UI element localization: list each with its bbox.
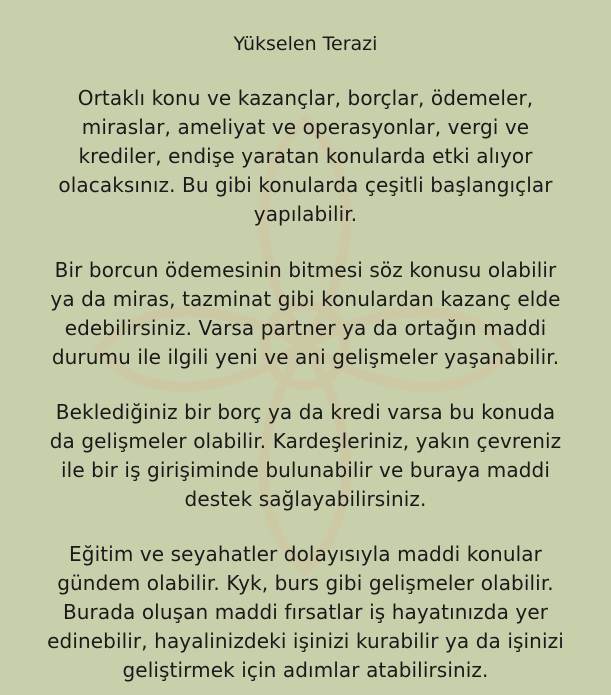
paragraph-line: krediler, endişe yaratan konularda etki alıyor [78,144,533,168]
paragraph-line: gündem olabilir. Kyk, burs gibi gelişmeler olabilir. [57,571,554,595]
paragraph-line: da gelişmeler olabilir. Kardeşleriniz, yakın çevreniz [49,429,562,453]
paragraph-line: miraslar, ameliyat ve operasyonlar, vergi ve [81,115,530,139]
paragraph-line: ya da miras, tazminat gibi konulardan kazanç elde [50,287,561,311]
paragraph-line: Ortaklı konu ve kazançlar, borçlar, ödemeler, [77,86,534,110]
paragraph-3 [20,398,591,514]
paragraph-line: geliştirmek için adımlar atabilirsiniz. [122,658,489,682]
paragraph-2 [20,256,591,372]
paragraph-line: yapılabilir. [253,202,358,226]
paragraph-1 [20,84,591,229]
paragraph-line: edinebilir, hayalinizdeki işinizi kurabilir ya da işinizi [47,629,564,653]
paragraph-line: Beklediğiniz bir borç ya da kredi varsa bu konuda [55,400,556,424]
document-title: Yükselen Terazi [233,33,378,55]
paragraph-line: edebilirsiniz. Varsa partner ya da ortağın maddi [64,316,547,340]
paragraph-line: destek sağlayabilirsiniz. [184,487,427,511]
paragraph-line: durumu ile ilgili yeni ve ani gelişmeler yaşanabilir. [51,345,560,369]
paragraph-line: olacaksınız. Bu gibi konularda çeşitli başlangıçlar [58,173,553,197]
paragraph-line: ile bir iş girişiminde bulunabilir ve buraya maddi [61,458,550,482]
paragraph-4 [20,540,591,685]
paragraph-line: Burada oluşan maddi fırsatlar iş hayatınızda yer [62,600,549,624]
paragraph-line: Bir borcun ödemesinin bitmesi söz konusu olabilir [54,258,557,282]
paragraph-line: Eğitim ve seyahatler dolayısıyla maddi konular [69,542,542,566]
